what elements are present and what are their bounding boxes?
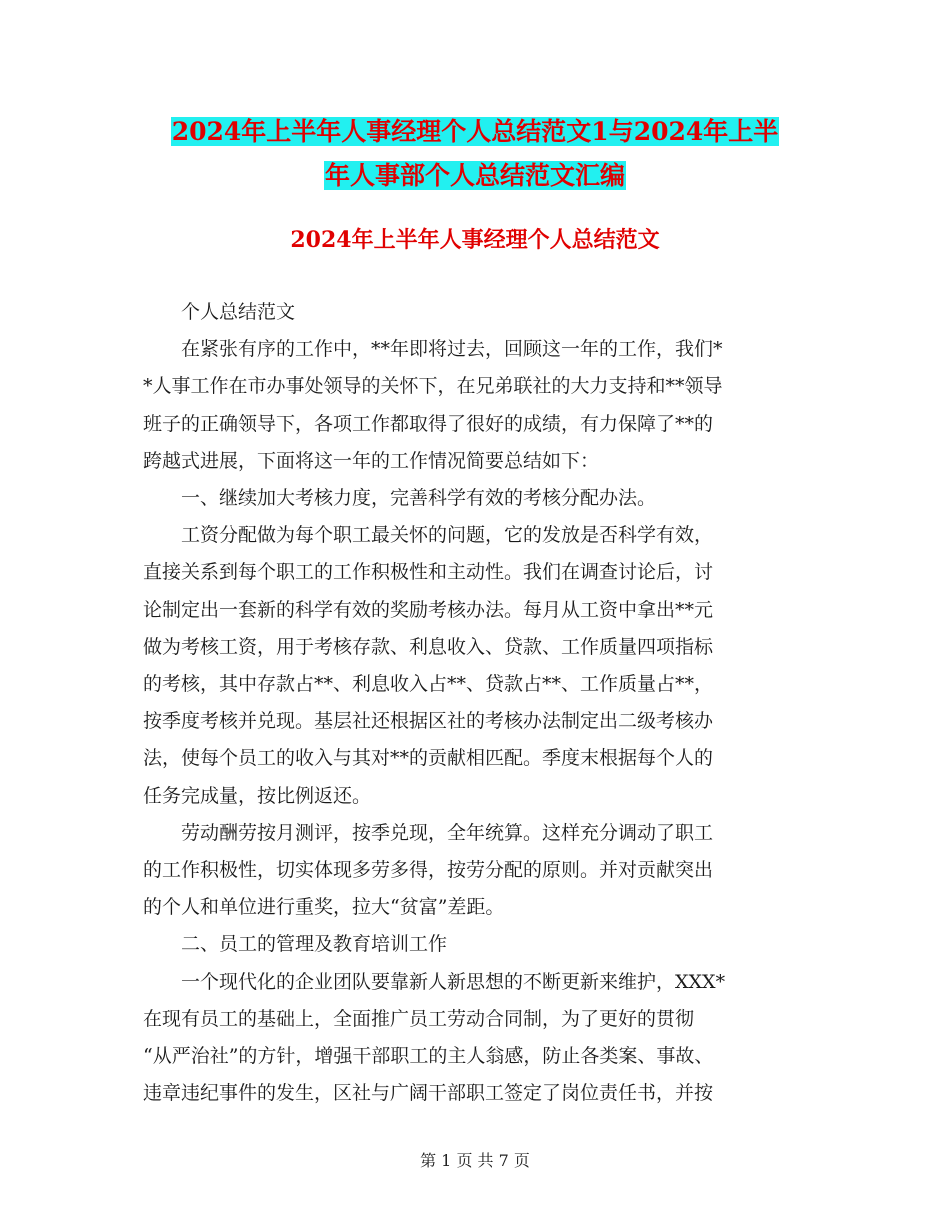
body-line: 做为考核工资，用于考核存款、利息收入、贷款、工作质量四项指标 (143, 635, 714, 658)
body-line: “从严治社”的方针，增强干部职工的主人翁感，防止各类案、事故、 (143, 1045, 714, 1068)
document-title-line-2: 年人事部个人总结范文汇编 (324, 161, 625, 190)
body-line: 劳动酬劳按月测评，按季兑现，全年统算。这样充分调动了职工 (181, 821, 714, 844)
document-title-line-1: 2024年上半年人事经理个人总结范文1与2024年上半 (171, 117, 779, 146)
page-footer: 第 1 页 共 7 页 (420, 1151, 530, 1170)
body-line: 一个现代化的企业团队要靠新人新思想的不断更新来维护，XXX* (181, 970, 726, 993)
body-line: 个人总结范文 (181, 301, 296, 323)
body-line: 的考核，其中存款占**、利息收入占**、贷款占**、工作质量占**， (143, 673, 714, 696)
body-line: *人事工作在市办事处领导的关怀下，在兄弟联社的大力支持和**领导 (143, 375, 723, 398)
body-line: 违章违纪事件的发生，区社与广阔干部职工签定了岗位责任书，并按 (143, 1082, 714, 1105)
body-line: 班子的正确领导下，各项工作都取得了很好的成绩，有力保障了**的 (143, 412, 714, 435)
section-title: 2024年上半年人事经理个人总结范文 (290, 227, 660, 253)
body-line: 的个人和单位进行重奖，拉大“贫富”差距。 (143, 896, 505, 919)
body-line: 工资分配做为每个职工最关怀的问题，它的发放是否科学有效， (181, 524, 714, 547)
body-line: 二、员工的管理及教育培训工作 (181, 933, 448, 956)
body-line: 按季度考核并兑现。基层社还根据区社的考核办法制定出二级考核办 (143, 710, 714, 733)
body-line: 论制定出一套新的科学有效的奖励考核办法。每月从工资中拿出**元 (143, 598, 714, 621)
body-line: 的工作积极性，切实体现多劳多得，按劳分配的原则。并对贡献突出 (143, 859, 714, 882)
body-line: 任务完成量，按比例返还。 (143, 784, 372, 807)
body-line: 在现有员工的基础上，全面推广员工劳动合同制，为了更好的贯彻 (143, 1007, 695, 1030)
body-line: 跨越式进展，下面将这一年的工作情况简要总结如下： (143, 449, 600, 472)
body-line: 在紧张有序的工作中，**年即将过去，回顾这一年的工作，我们* (181, 338, 723, 361)
document-body (143, 294, 803, 1112)
body-line: 直接关系到每个职工的工作积极性和主动性。我们在调查讨论后，讨 (143, 561, 714, 584)
body-line: 一、继续加大考核力度，完善科学有效的考核分配办法。 (181, 487, 657, 510)
body-line: 法，使每个员工的收入与其对**的贡献相匹配。季度末根据每个人的 (143, 747, 714, 770)
